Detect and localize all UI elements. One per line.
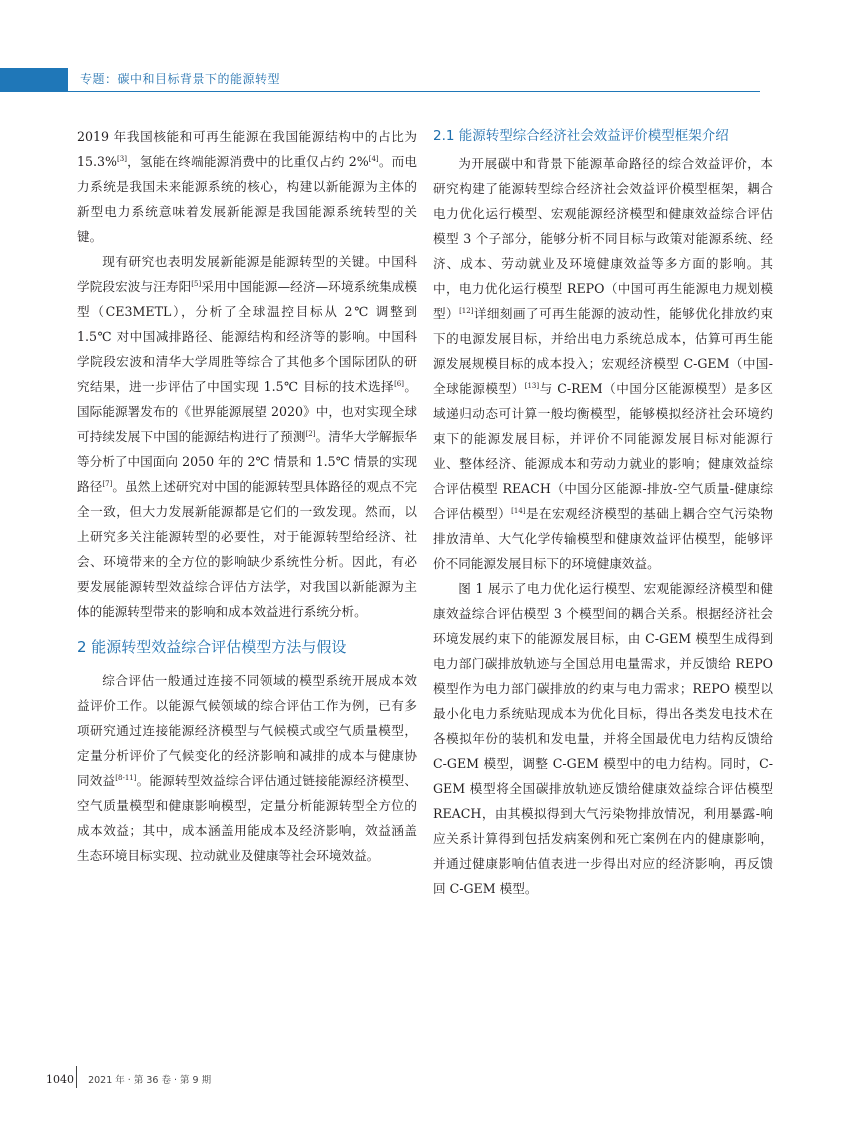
- citation: [14]: [511, 506, 526, 515]
- page-footer: [46, 1072, 211, 1086]
- paragraph-left-2: 现有研究也表明发展新能源是能源转型的关键。中国科学院段宏波与汪寿阳[5]采用中国能源—经济—环境系统集成模型（CE3METL），分析了全球温控目标从 2℃ 调整到 1.5℃ 对中国减排路径、能源结构和经济等的影响。中国科学院段宏波和清华大学周胜等综合了其他多个国际团队的研究结果，进一步评估了中国实现 1.5℃ 目标的技术选择[6]。国际能源署发布的《世界能源展望 2020》中，也对实现全球可持续发展下中国的能源结构进行了预测[2]。清华大学解振华等分析了中国面向 2050 年的 2℃ 情景和 1.5℃ 情景的实现路径[7]。虽然上述研究对中国的能源转型具体路径的观点不完全一致，但大力发展新能源都是它们的一致发现。然而，以上研究多关注能源转型的必要性，对于能源转型给经济、社会、环境带来的全方位的影响缺少系统性分析。因此，有必要发展能源转型效益综合评估方法学，对我国以新能源为主体的能源转型带来的影响和成本效益进行系统分析。: [77, 254, 418, 619]
- citation: [5]: [191, 279, 202, 288]
- header-color-band: [0, 68, 68, 92]
- citation: [8-11]: [115, 773, 137, 782]
- citation: [6]: [394, 379, 404, 388]
- paragraph-left-1: 2019 年我国核能和可再生能源在我国能源结构中的占比为 15.3%[3]，氢能在终端能源消费中的比重仅占约 2%[4]。而电力系统是我国未来能源系统的核心，构建以新能源为主体的新型电力系统意味着发展新能源是我国能源系统转型的关键。: [77, 129, 418, 244]
- paragraph-left-3: 综合评估一般通过连接不同领域的模型系统开展成本效益评价工作。以能源气候领域的综合评估工作为例，已有多项研究通过连接能源经济模型与气候模式或空气质量模型，定量分析评价了气候变化的经济影响和减排的成本与健康协同效益[8-11]。能源转型效益综合评估通过链接能源经济模型、空气质量模型和健康影响模型，定量分析能源转型全方位的成本效益；其中，成本涵盖用能成本及经济影响，效益涵盖生态环境目标实现、拉动就业及健康等社会环境效益。: [77, 673, 418, 863]
- citation: [3]: [117, 154, 127, 163]
- issue-info: 2021 年 · 第 36 卷 · 第 9 期: [88, 1075, 212, 1086]
- citation: [12]: [459, 306, 474, 315]
- right-column: [433, 124, 773, 901]
- subsection-heading: 2.1 能源转型综合经济社会效益评价模型框架介绍: [433, 128, 729, 144]
- citation: [7]: [102, 479, 113, 488]
- left-column: [77, 124, 417, 868]
- running-header-title: 专题：碳中和目标背景下的能源转型: [80, 72, 281, 86]
- citation: [13]: [524, 381, 540, 390]
- page-number: 1040: [46, 1073, 74, 1086]
- paragraph-right-2: 图 1 展示了电力优化运行模型、宏观能源经济模型和健康效益综合评估模型 3 个模型间的耦合关系。根据经济社会环境发展约束下的能源发展目标，由 C-GEM 模型生成得到电力部门碳排放轨迹与全国总用电量需求，并反馈给 REPO 模型作为电力部门碳排放的约束与电力需求；REPO 模型以最小化电力系统贴现成本为优化目标，得出各类发电技术在各模拟年份的装机和发电量，并将全国最优电力结构反馈给 C-GEM 模型，调整 C-GEM 模型中的电力结构。同时，C-GEM 模型将全国碳排放轨迹反馈给健康效益综合评估模型 REACH，由其模拟得到大气污染物排放情况，利用暴露-响应关系计算得到包括发病案例和死亡案例在内的健康影响，并通过健康影响估值表进一步得出对应的经济影响，再反馈回 C-GEM 模型。: [433, 581, 773, 896]
- header-rule: [68, 91, 760, 92]
- paragraph-right-1: 为开展碳中和背景下能源革命路径的综合效益评价，本研究构建了能源转型综合经济社会效益评价模型框架，耦合电力优化运行模型、宏观能源经济模型和健康效益综合评估模型 3 个子部分，能够分析不同目标与政策对能源系统、经济、成本、劳动就业及环境健康效益等多方面的影响。其中，电力优化运行模型 REPO（中国可再生能源电力规划模型）[12]详细刻画了可再生能源的波动性，能够优化排放约束下的电源发展目标，并给出电力系统总成本，估算可再生能源发展规模目标的成本投入；宏观经济模型 C-GEM（中国-全球能源模型）[13]与 C-REM（中国分区能源模型）是多区域递归动态可计算一般均衡模型，能够模拟经济社会环境约束下的能源发展目标，并评价不同能源发展目标对能源行业、整体经济、能源成本和劳动力就业的影响；健康效益综合评估模型 REACH（中国分区能源-排放-空气质量-健康综合评估模型）[14]是在宏观经济模型的基础上耦合空气污染物排放清单、大气化学传输模型和健康效益评估模型，能够评价不同能源发展目标下的环境健康效益。: [433, 156, 774, 571]
- citation: [2]: [305, 429, 316, 438]
- citation: [4]: [368, 154, 379, 163]
- section-heading: 2 能源转型效益综合评估模型方法与假设: [77, 638, 347, 656]
